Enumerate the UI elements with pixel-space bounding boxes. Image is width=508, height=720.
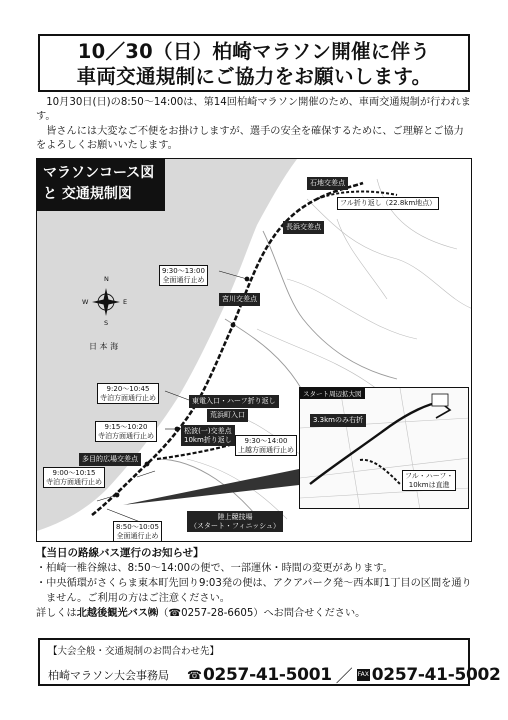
- inset-straight-note: [402, 470, 456, 491]
- compass-south: S: [104, 319, 109, 327]
- contact-box: [38, 638, 501, 687]
- bus-notice: [36, 546, 476, 621]
- restriction-5: [113, 521, 162, 542]
- place-stadium: [187, 511, 283, 532]
- restriction-2-note: 寺泊方面通行止め: [100, 393, 156, 402]
- restriction-4-time: 9:00～10:15: [52, 469, 96, 477]
- map-heading: [37, 159, 165, 211]
- map-heading-line-1: マラソンコース図: [43, 165, 155, 181]
- contact-heading: 【大会全般・交通規制のお問合わせ先】: [48, 646, 220, 657]
- place-full-turn: フル折り返し（22.8km地点）: [337, 197, 439, 210]
- sea-label: 日 本 海: [89, 342, 119, 351]
- inset-straight-line-2: 10kmは直進: [408, 480, 450, 489]
- intro-text: [36, 96, 474, 154]
- detail-prefix: 詳しくは: [36, 608, 77, 619]
- compass-north: N: [104, 275, 109, 283]
- bus-company-tel: （☎0257-28-6605）: [158, 608, 264, 619]
- compass-east: E: [123, 298, 128, 306]
- compass-west: W: [82, 298, 89, 306]
- bus-notice-heading: 【当日の路線バス運行のお知らせ】: [36, 547, 204, 559]
- place-matsunami: [181, 425, 235, 446]
- place-ishikiji: 石地交差点: [307, 177, 348, 190]
- intro-paragraph-1: 10月30日(日)の8:50～14:00は、第14回柏崎マラソン開催のため、車両交通規制が行われます。: [36, 97, 471, 123]
- bus-company: 北越後観光バス㈱: [76, 608, 159, 619]
- inset-right-turn-note: 3.3kmのみ右折: [310, 414, 366, 427]
- place-miyagawa: 宮川交差点: [219, 293, 260, 306]
- headline-line-2: 車両交通規制にご協力をお願いします。: [76, 65, 432, 88]
- restriction-3-note: 寺泊方面通行止め: [98, 431, 154, 440]
- restriction-6-time: 9:30～14:00: [244, 437, 288, 445]
- contact-separator: ／: [335, 667, 353, 687]
- restriction-1-time: 9:30～13:00: [162, 267, 205, 275]
- restriction-3: [95, 421, 157, 442]
- place-nagasawa: 長浜交差点: [283, 221, 324, 234]
- start-area-inset: [299, 387, 469, 509]
- fax-icon: FAX: [357, 669, 370, 681]
- inset-straight-line-1: フル・ハーフ・: [405, 472, 454, 480]
- place-matsunami-name: 松波(一)交差点: [184, 427, 232, 435]
- intro-paragraph-2: 皆さんには大変なご不便をお掛けしますが、選手の安全を確保するために、ご理解とご協力をよろしくお願いいたします。: [36, 125, 464, 152]
- contact-row: [48, 662, 501, 687]
- restriction-2-time: 9:20～10:45: [106, 385, 150, 393]
- contact-organization: 柏崎マラソン大会事務局: [48, 668, 169, 682]
- restriction-3-time: 9:15～10:20: [104, 423, 148, 431]
- bus-notice-detail: [36, 606, 476, 621]
- bus-notice-item-2: ・中央循環がさくらま東本町先回り9:03発の便は、アクアパーク発～西本町1丁目の区間を通りません。ご利用の方はご注意ください。: [36, 578, 472, 604]
- phone-icon: ☎: [187, 667, 202, 682]
- restriction-6: [235, 435, 297, 456]
- place-stadium-sub: （スタート・フィニッシュ）: [190, 521, 281, 530]
- restriction-5-note: 全面通行止め: [116, 531, 159, 540]
- restriction-6-note: 上越方面通行止め: [238, 445, 294, 454]
- place-higashi-iriguchi: 東電入口・ハーフ折り返し: [189, 395, 279, 408]
- headline-line-1: 10／30（日）柏崎マラソン開催に伴う: [77, 40, 431, 63]
- contact-phone: 0257-41-5001: [202, 664, 332, 685]
- restriction-1: [159, 265, 208, 286]
- compass-rose: [83, 277, 129, 327]
- restriction-2: [97, 383, 159, 404]
- detail-suffix: へお問合せください。: [263, 608, 366, 619]
- place-tagaya: 多目的広場交差点: [79, 453, 141, 466]
- restriction-5-time: 8:50～10:05: [116, 523, 159, 531]
- place-stadium-name: 陸上競技場: [217, 513, 253, 521]
- map-heading-line-2: と 交通規制図: [43, 186, 132, 202]
- place-arahama: 荒浜町入口: [207, 409, 248, 422]
- inset-title: スタート周辺拡大図: [300, 388, 365, 399]
- restriction-4-note: 寺泊方面通行止め: [46, 477, 102, 486]
- course-map: [36, 158, 472, 542]
- headline-box: [38, 34, 470, 92]
- restriction-4: [43, 467, 105, 488]
- bus-notice-item-1: ・柏崎一椎谷線は、8:50～14:00の便で、一部運休・時間の変更があります。: [36, 563, 393, 574]
- contact-fax: 0257-41-5002: [371, 664, 501, 685]
- restriction-1-note: 全面通行止め: [162, 275, 205, 284]
- place-matsunami-sub: 10km折り返し: [184, 435, 232, 444]
